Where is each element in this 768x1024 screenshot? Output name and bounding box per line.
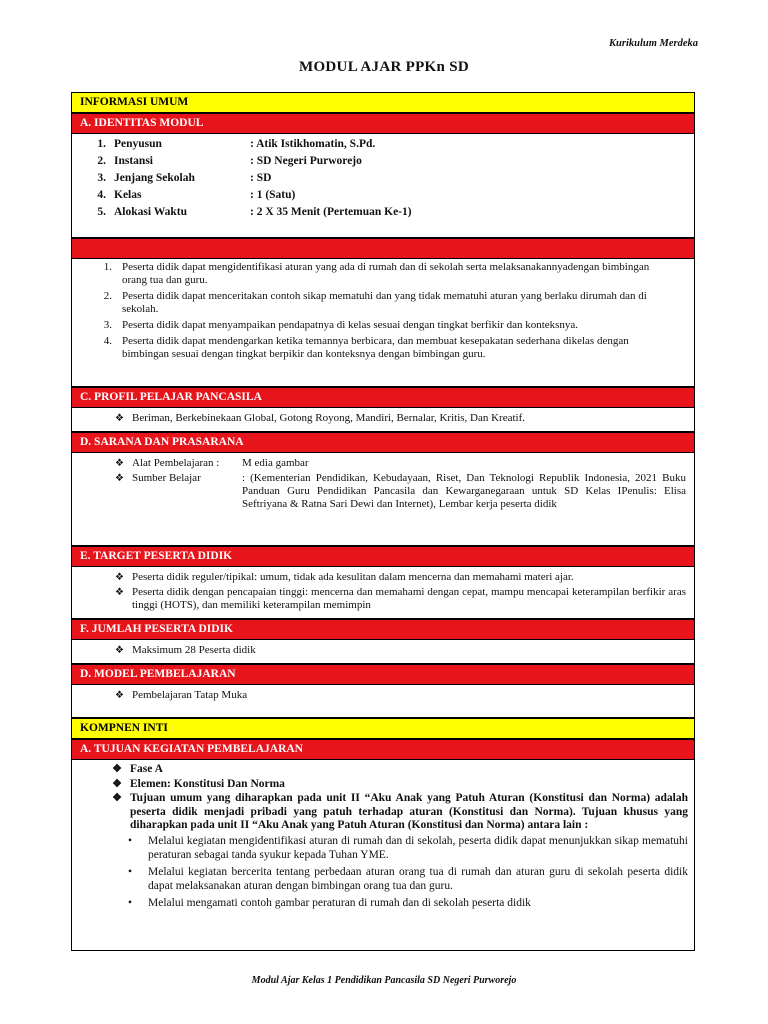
diamond-bullet-icon: ❖ bbox=[115, 458, 124, 469]
identity-value: : SD Negeri Purworejo bbox=[250, 155, 362, 167]
identity-value: : 1 (Satu) bbox=[250, 189, 296, 201]
identity-row bbox=[72, 187, 694, 204]
identity-row bbox=[72, 136, 694, 153]
goal-item bbox=[72, 335, 694, 361]
goal-number: 4. bbox=[103, 335, 112, 347]
tujuan-subitem bbox=[72, 896, 694, 910]
goal-text: Peserta didik dapat menceritakan contoh sikap mematuhi dan yang tidak mematuhi aturan yang berlaku dirumah dan di sekolah. bbox=[122, 290, 647, 315]
diamond-bullet-icon: ❖ bbox=[115, 645, 124, 656]
tujuan-subitem-text: Melalui mengamati contoh gambar peraturan di rumah dan di sekolah peserta didik bbox=[148, 896, 531, 909]
bullet-icon: • bbox=[127, 865, 132, 878]
list-item-text: Maksimum 28 Peserta didik bbox=[132, 644, 256, 656]
page-title: MODUL AJAR PPKn SD bbox=[299, 59, 469, 75]
list-item bbox=[72, 689, 694, 702]
identity-number: 1. bbox=[97, 138, 106, 150]
section-jumlah: F. JUMLAH PESERTA DIDIK bbox=[72, 619, 694, 640]
section-target: E. TARGET PESERTA DIDIK bbox=[72, 546, 694, 567]
goal-item bbox=[72, 319, 694, 332]
list-item-text: Pembelajaran Tatap Muka bbox=[132, 689, 248, 701]
diamond-bullet-icon: ❖ bbox=[115, 473, 124, 484]
identity-row bbox=[72, 153, 694, 170]
tujuan-item-text: Elemen: Konstitusi Dan Norma bbox=[130, 777, 285, 790]
sarana-list bbox=[72, 453, 694, 546]
tujuan-subitem bbox=[72, 865, 694, 893]
list-item bbox=[72, 644, 694, 657]
sarana-item bbox=[72, 472, 694, 511]
tujuan-content bbox=[72, 760, 694, 950]
section-tujuan: A. TUJUAN KEGIATAN PEMBELAJARAN bbox=[72, 739, 694, 760]
identity-number: 5. bbox=[97, 206, 106, 218]
bullet-icon: • bbox=[127, 896, 132, 909]
identity-value: : Atik Istikhomatin, S.Pd. bbox=[250, 138, 376, 150]
curriculum-label: Kurikulum Merdeka bbox=[609, 38, 698, 49]
diamond-bullet-icon: ❖ bbox=[112, 792, 122, 804]
target-list bbox=[72, 567, 694, 619]
identity-row bbox=[72, 204, 694, 221]
diamond-bullet-icon: ❖ bbox=[115, 413, 124, 424]
goal-item bbox=[72, 261, 694, 287]
page-footer: Modul Ajar Kelas 1 Pendidikan Pancasila SD Negeri Purworejo bbox=[251, 975, 517, 986]
model-list bbox=[72, 685, 694, 718]
identity-label: Jenjang Sekolah bbox=[114, 172, 195, 184]
identity-list bbox=[72, 134, 694, 238]
sarana-key: Alat Pembelajaran : bbox=[132, 457, 220, 469]
goal-number: 2. bbox=[103, 290, 112, 302]
list-item bbox=[72, 412, 694, 425]
section-identitas-modul: A. IDENTITAS MODUL bbox=[72, 113, 694, 134]
goal-number: 1. bbox=[103, 261, 112, 273]
identity-number: 2. bbox=[97, 155, 106, 167]
goal-text: Peserta didik dapat mendengarkan ketika temannya berbicara, dan membuat kesepakatan sederhana dikelas dengan bimbingan sesuai dengan tingkat berpikir dan konteksnya dengan bimbingan guru. bbox=[122, 335, 629, 360]
section-sarana: D. SARANA DAN PRASARANA bbox=[72, 432, 694, 453]
identity-row bbox=[72, 170, 694, 187]
goal-text: Peserta didik dapat menyampaikan pendapatnya di kelas sesuai dengan tingkat berfikir dan konteksnya. bbox=[122, 319, 579, 331]
sarana-value: : (Kementerian Pendidikan, Kebudayaan, Riset, Dan Teknologi Republik Indonesia, 2021 Buku Panduan Guru Pendidikan Pancasila dan Kewarganegaraan untuk SD Kelas IPenulis: Elisa Seftriyana & Ratna Sari Dewi dan Internet), Lembar kerja peserta didik bbox=[242, 472, 686, 510]
identity-label: Instansi bbox=[114, 155, 153, 167]
identity-number: 3. bbox=[97, 172, 106, 184]
list-item-text: Peserta didik dengan pencapaian tinggi: mencerna dan memahami dengan cepat, mampu mencapai keterampilan berfikir aras tinggi (HOTS), dan memiliki keterampilan memimpin bbox=[132, 586, 686, 611]
tujuan-item-text: Tujuan umum yang diharapkan pada unit II “Aku Anak yang Patuh Aturan (Konstitusi dan Norma) adalah peserta didik menjadi pribadi yang patuh terhadap aturan (Konstitusi dan Norma). Tujuan khusus yang diharapkan pada unit II “Aku Anak yang Patuh Aturan (Konstitusi dan Norma) antara lain : bbox=[130, 792, 688, 831]
diamond-bullet-icon: ❖ bbox=[115, 690, 124, 701]
diamond-bullet-icon: ❖ bbox=[115, 572, 124, 583]
list-item-text: Beriman, Berkebinekaan Global, Gotong Royong, Mandiri, Bernalar, Kritis, Dan Kreatif. bbox=[132, 412, 526, 424]
identity-value: : SD bbox=[250, 172, 272, 184]
tujuan-item bbox=[72, 778, 694, 792]
goals-list bbox=[72, 259, 694, 387]
diamond-bullet-icon: ❖ bbox=[112, 777, 122, 790]
sarana-key: Sumber Belajar bbox=[132, 472, 201, 484]
sarana-value: M edia gambar bbox=[242, 457, 309, 469]
list-item-text: Peserta didik reguler/tipikal: umum, tidak ada kesulitan dalam mencerna dan memahami materi ajar. bbox=[132, 571, 574, 583]
section-profil-pelajar: C. PROFIL PELAJAR PANCASILA bbox=[72, 387, 694, 408]
identity-label: Alokasi Waktu bbox=[114, 206, 187, 218]
diamond-bullet-icon: ❖ bbox=[115, 587, 124, 598]
sarana-item bbox=[72, 457, 694, 470]
list-item bbox=[72, 571, 694, 584]
identity-label: Kelas bbox=[114, 189, 142, 201]
tujuan-item bbox=[72, 763, 694, 777]
section-blank-header bbox=[72, 238, 694, 259]
tujuan-item bbox=[72, 792, 694, 833]
list-item bbox=[72, 586, 694, 612]
section-model: D. MODEL PEMBELAJARAN bbox=[72, 664, 694, 685]
section-komponen-inti: KOMPNEN INTI bbox=[72, 718, 694, 739]
identity-label: Penyusun bbox=[114, 138, 162, 150]
tujuan-subitem bbox=[72, 834, 694, 862]
section-informasi-umum: INFORMASI UMUM bbox=[72, 93, 694, 113]
bullet-icon: • bbox=[127, 834, 132, 847]
identity-number: 4. bbox=[97, 189, 106, 201]
identity-value: : 2 X 35 Menit (Pertemuan Ke-1) bbox=[250, 206, 412, 218]
tujuan-item-text: Fase A bbox=[130, 763, 163, 775]
tujuan-subitem-text: Melalui kegiatan mengidentifikasi aturan di rumah dan di sekolah, peserta didik dapat menunjukkan sikap mematuhi peraturan sebagai tanda syukur kepada Tuhan YME. bbox=[148, 834, 688, 861]
goal-item bbox=[72, 290, 694, 316]
jumlah-list bbox=[72, 640, 694, 664]
goal-text: Peserta didik dapat mengidentifikasi aturan yang ada di rumah dan di sekolah serta melaksanakannyadengan bimbingan orang tua dan guru. bbox=[122, 261, 650, 286]
tujuan-subitem-text: Melalui kegiatan bercerita tentang perbedaan aturan orang tua di rumah dan aturan guru di sekolah peserta didik dapat melaksanakan aturan dengan bimbingan orang tua dan guru. bbox=[148, 865, 688, 892]
diamond-bullet-icon: ❖ bbox=[112, 763, 122, 775]
goal-number: 3. bbox=[103, 319, 112, 331]
profil-list bbox=[72, 408, 694, 432]
module-document bbox=[71, 92, 695, 951]
